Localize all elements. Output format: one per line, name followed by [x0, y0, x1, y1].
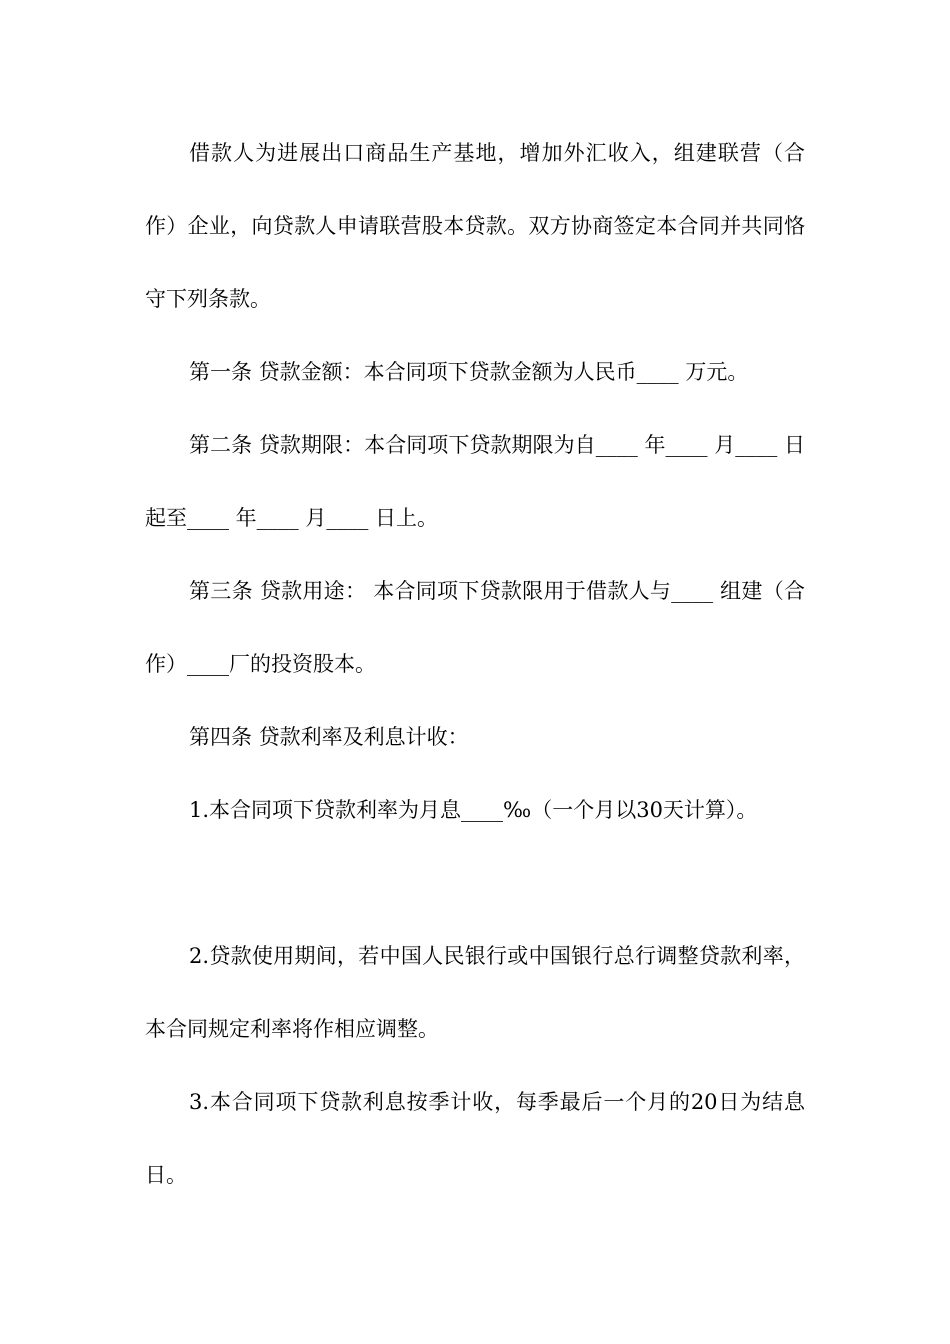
paragraph-article-4-item-1: 1.本合同项下贷款利率为月息____‰（一个月以30天计算）。	[189, 798, 758, 822]
paragraph-preamble: 借款人为进展出口商品生产基地，增加外汇收入，组建联营（合作）企业，向贷款人申请联营股本贷款。双方协商签定本合同并共同恪守下列条款。	[145, 141, 805, 311]
paragraph-article-1: 第一条 贷款金额：本合同项下贷款金额为人民币____ 万元。	[189, 360, 749, 384]
paragraph-article-2: 第二条 贷款期限：本合同项下贷款期限为自____ 年____ 月____ 日起至____ 年____ 月____ 日上。	[145, 433, 805, 530]
paragraph-article-4-item-3: 3.本合同项下贷款利息按季计收，每季最后一个月的20日为结息日。	[145, 1090, 805, 1187]
paragraph-article-4: 第四条 贷款利率及利息计收：	[189, 725, 469, 749]
paragraph-article-3: 第三条 贷款用途： 本合同项下贷款限用于借款人与____ 组建（合作）____厂的投资股本。	[145, 579, 805, 676]
paragraph-article-4-item-2: 2.贷款使用期间，若中国人民银行或中国银行总行调整贷款利率，本合同规定利率将作相应调整。	[145, 944, 805, 1041]
